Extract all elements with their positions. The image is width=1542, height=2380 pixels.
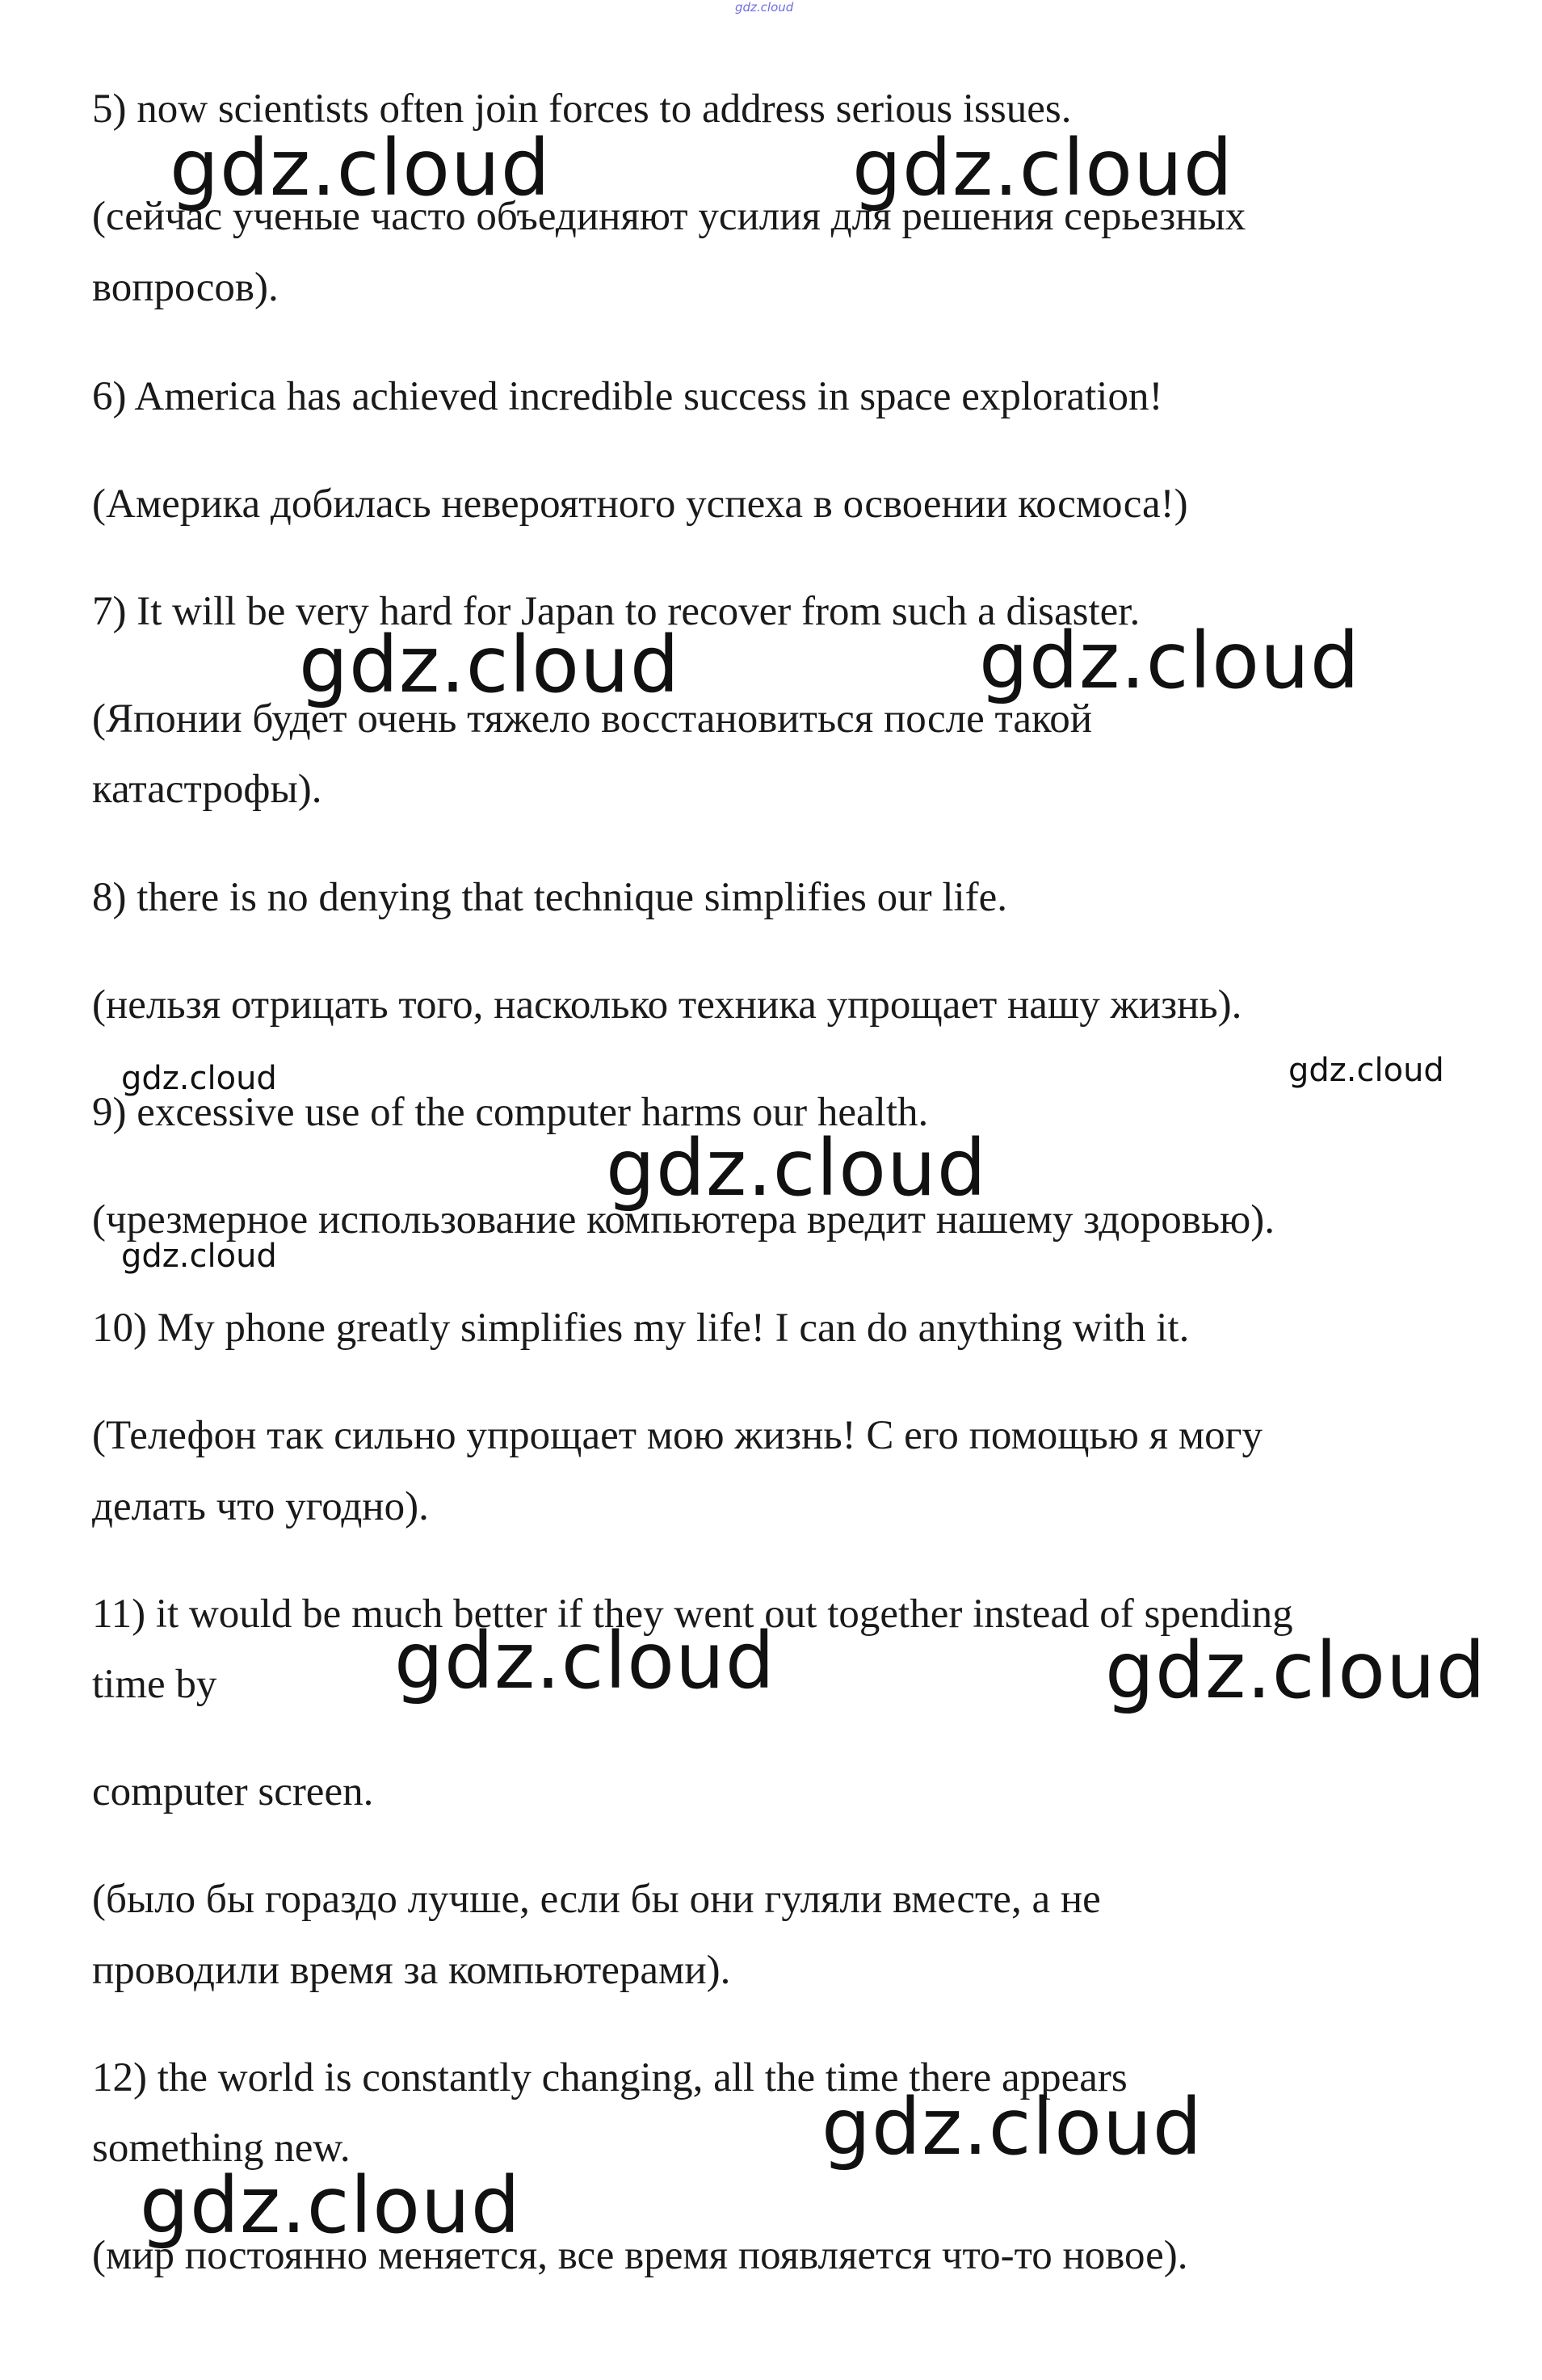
watermark-8: gdz.cloud xyxy=(121,1238,277,1275)
watermark-1: gdz.cloud xyxy=(170,123,551,213)
watermark-7: gdz.cloud xyxy=(606,1123,987,1213)
answer-11-english-line-1: 11) it would be much better if they went out together instead of spending xyxy=(92,1592,1293,1637)
watermark-2: gdz.cloud xyxy=(852,123,1233,213)
answer-7-english: 7) It will be very hard for Japan to recover from such a disaster. xyxy=(92,589,1141,634)
answer-5-russian-line-1: (сейчас ученые часто объединяют усилия для решения серьезных xyxy=(92,194,1246,239)
answer-11-russian-line-2: проводили время за компьютерами). xyxy=(92,1948,731,1993)
answer-11-english-line-3: computer screen. xyxy=(92,1769,374,1814)
watermark-12: gdz.cloud xyxy=(140,2160,521,2251)
answer-7-russian-line-2: катастрофы). xyxy=(92,767,322,812)
watermark-4: gdz.cloud xyxy=(979,616,1360,706)
answer-11-russian-line-1: (было бы гораздо лучше, если бы они гуляли вместе, а не xyxy=(92,1877,1101,1922)
answer-10-russian-line-2: делать что угодно). xyxy=(92,1484,429,1529)
watermark-3: gdz.cloud xyxy=(299,620,680,710)
answer-9-english: 9) excessive use of the computer harms our health. xyxy=(92,1090,929,1135)
watermark-11: gdz.cloud xyxy=(821,2082,1203,2172)
answer-6-russian: (Америка добилась невероятного успеха в освоении космоса!) xyxy=(92,481,1188,527)
answer-12-english-line-2: something new. xyxy=(92,2126,351,2171)
answer-10-russian-line-1: (Телефон так сильно упрощает мою жизнь! С его помощью я могу xyxy=(92,1413,1263,1458)
answer-9-russian: (чрезмерное использование компьютера вредит нашему здоровью). xyxy=(92,1197,1275,1243)
answer-7-russian-line-1: (Японии будет очень тяжело восстановиться после такой xyxy=(92,696,1093,742)
answer-8-english: 8) there is no denying that technique simplifies our life. xyxy=(92,875,1008,920)
answer-5-russian-line-2: вопросов). xyxy=(92,265,279,310)
watermark-9: gdz.cloud xyxy=(394,1616,775,1706)
answer-12-english-line-1: 12) the world is constantly changing, all the time there appears xyxy=(92,2055,1128,2100)
answer-10-english: 10) My phone greatly simplifies my life! I can do anything with it. xyxy=(92,1306,1190,1351)
header-watermark: gdz.cloud xyxy=(735,0,794,15)
watermark-5: gdz.cloud xyxy=(121,1060,277,1097)
answer-11-english-line-2: time by xyxy=(92,1662,217,1707)
answer-5-english: 5) now scientists often join forces to address serious issues. xyxy=(92,86,1072,132)
answer-8-russian: (нельзя отрицать того, насколько техника упрощает нашу жизнь). xyxy=(92,982,1242,1028)
watermark-10: gdz.cloud xyxy=(1105,1625,1486,1716)
watermark-6: gdz.cloud xyxy=(1288,1052,1444,1089)
answer-6-english: 6) America has achieved incredible success in space exploration! xyxy=(92,374,1163,419)
answer-12-russian: (мир постоянно меняется, все время появляется что-то новое). xyxy=(92,2233,1188,2278)
